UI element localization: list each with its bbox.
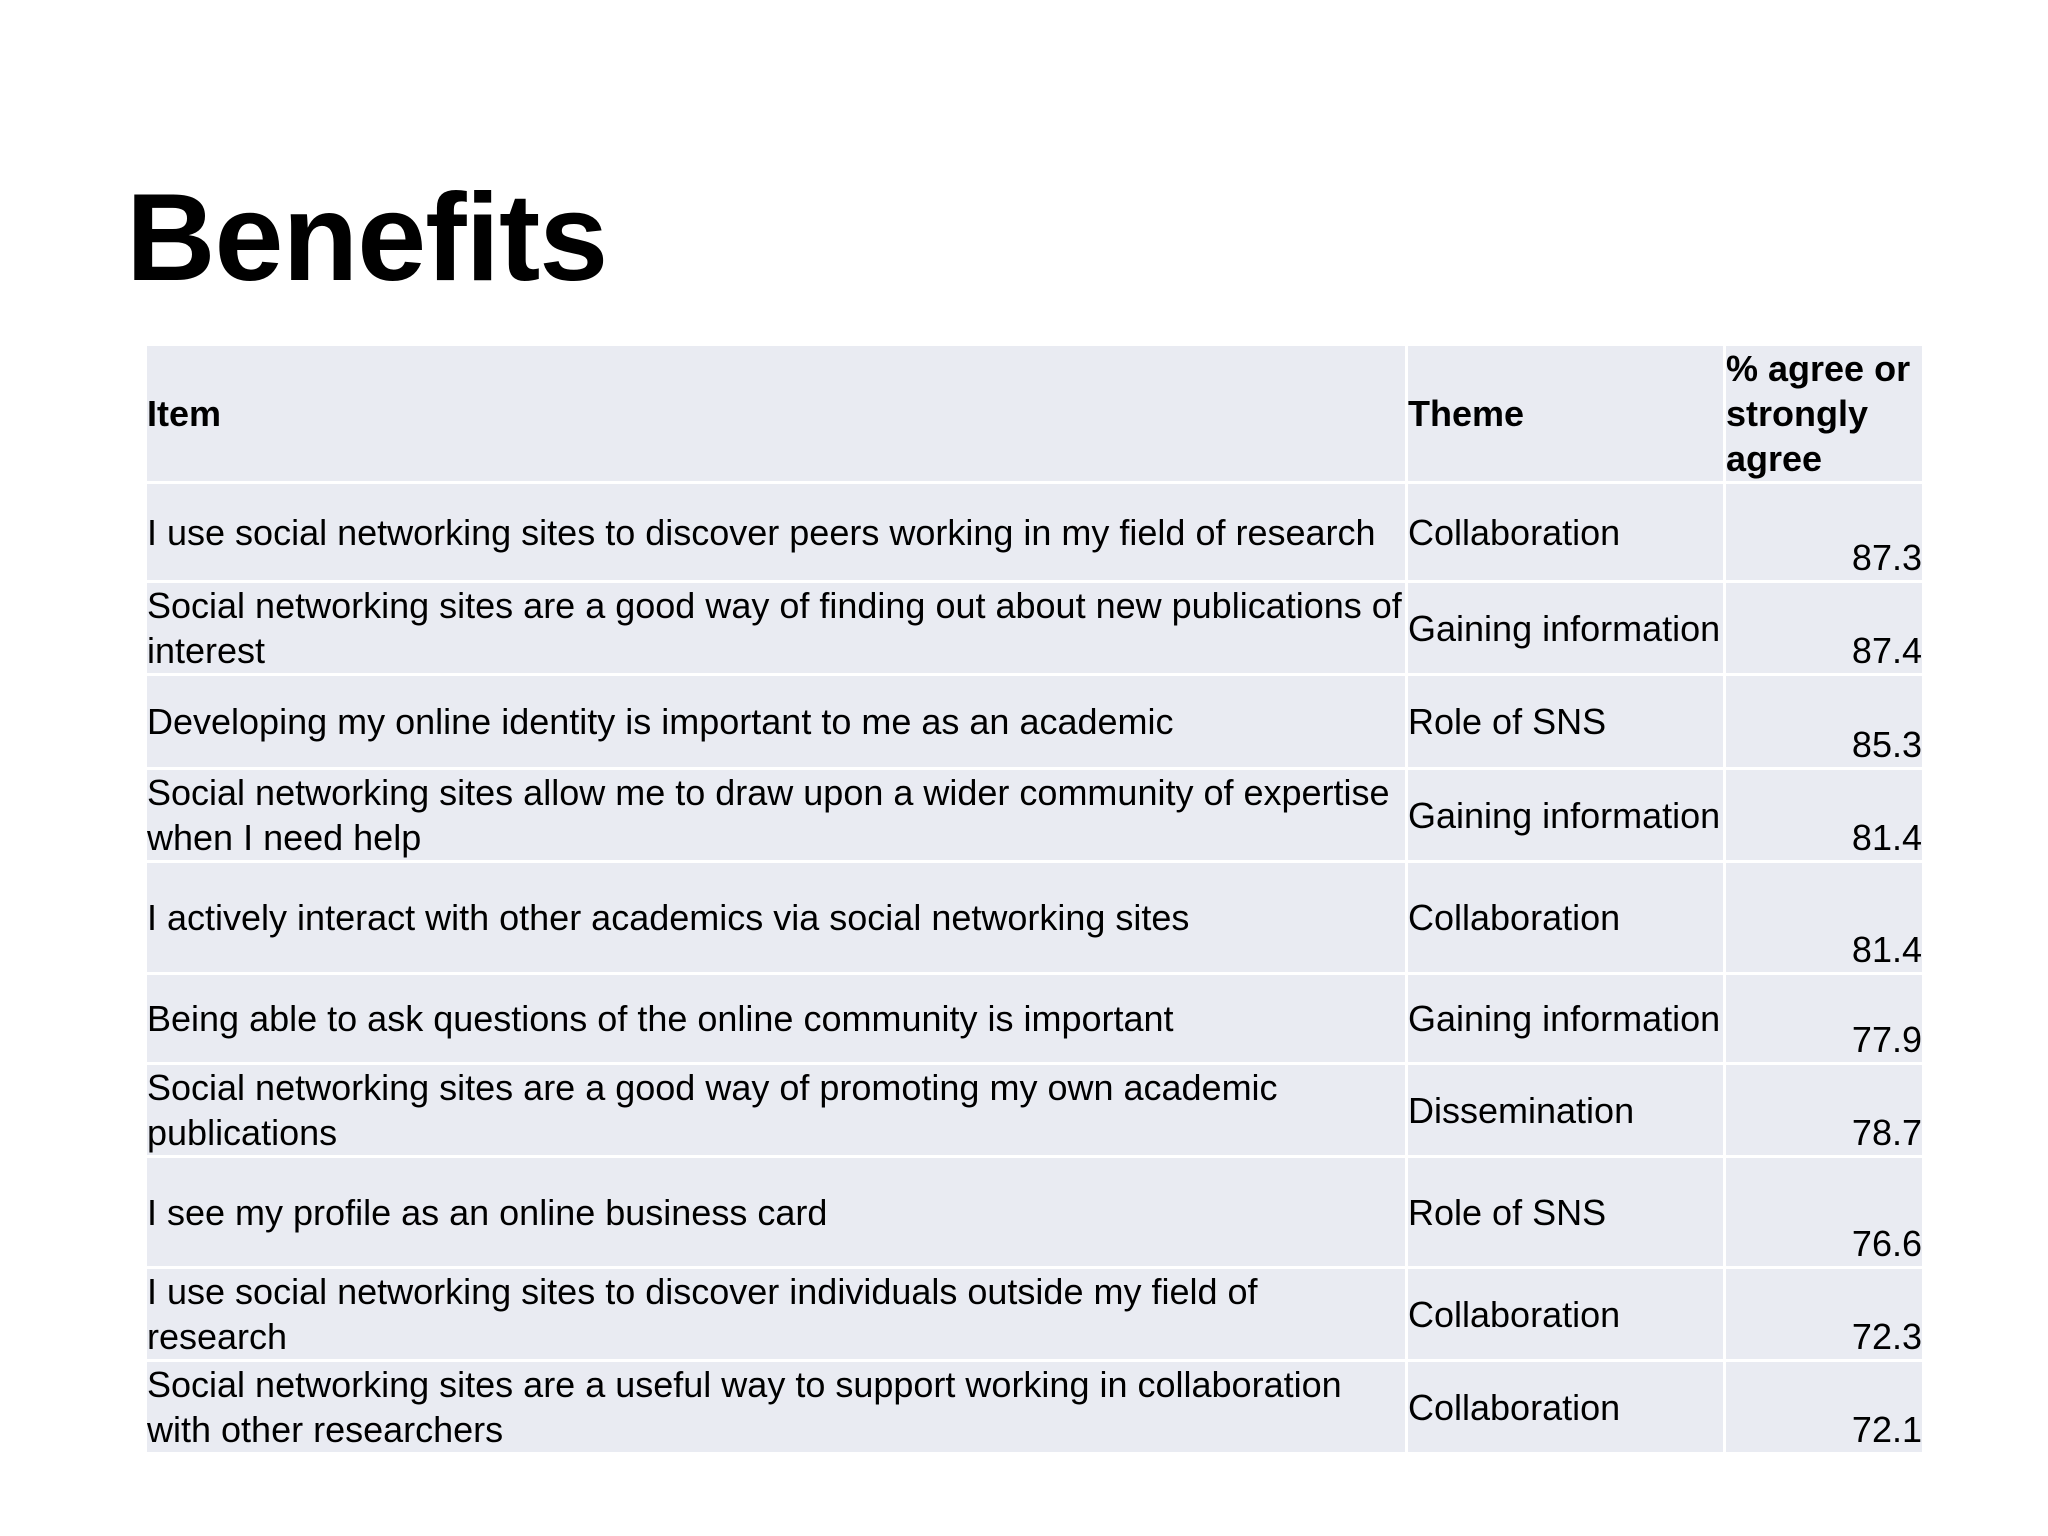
theme-cell: Dissemination: [1407, 1064, 1725, 1157]
item-cell: I actively interact with other academics via social networking sites: [146, 862, 1407, 974]
header-theme: Theme: [1407, 345, 1725, 483]
item-cell: Social networking sites allow me to draw upon a wider community of expertise when I need help: [146, 769, 1407, 862]
theme-cell: Role of SNS: [1407, 1157, 1725, 1268]
table-row: [146, 582, 1924, 675]
pct-cell: 81.4: [1725, 862, 1924, 974]
theme-cell: Gaining information: [1407, 769, 1725, 862]
page-title: Benefits: [126, 169, 608, 307]
pct-cell: 78.7: [1725, 1064, 1924, 1157]
table-row: [146, 1268, 1924, 1361]
header-pct: [1725, 345, 1924, 483]
item-cell: I see my profile as an online business card: [146, 1157, 1407, 1268]
theme-cell: Gaining information: [1407, 974, 1725, 1064]
table-row: [146, 483, 1924, 582]
pct-cell: 77.9: [1725, 974, 1924, 1064]
item-cell: Being able to ask questions of the online community is important: [146, 974, 1407, 1064]
item-cell: I use social networking sites to discover individuals outside my field of research: [146, 1268, 1407, 1361]
table-row: [146, 675, 1924, 769]
table-row: [146, 769, 1924, 862]
header-pct-label: % agree or strongly agree: [1726, 348, 1911, 479]
item-cell: I use social networking sites to discover peers working in my field of research: [146, 483, 1407, 582]
table-row: [146, 1157, 1924, 1268]
theme-cell: Collaboration: [1407, 1361, 1725, 1454]
table-row: [146, 1361, 1924, 1454]
item-cell: Social networking sites are a good way of promoting my own academic publications: [146, 1064, 1407, 1157]
table-row: [146, 974, 1924, 1064]
theme-cell: Collaboration: [1407, 483, 1725, 582]
item-cell: Social networking sites are a good way of finding out about new publications of interest: [146, 582, 1407, 675]
pct-cell: 72.1: [1725, 1361, 1924, 1454]
table-row: [146, 1064, 1924, 1157]
pct-cell: 87.3: [1725, 483, 1924, 582]
pct-cell: 87.4: [1725, 582, 1924, 675]
theme-cell: Role of SNS: [1407, 675, 1725, 769]
pct-cell: 85.3: [1725, 675, 1924, 769]
table-row: [146, 862, 1924, 974]
item-cell: Social networking sites are a useful way to support working in collaboration with other researchers: [146, 1361, 1407, 1454]
theme-cell: Gaining information: [1407, 582, 1725, 675]
pct-cell: 72.3: [1725, 1268, 1924, 1361]
theme-cell: Collaboration: [1407, 862, 1725, 974]
item-cell: Developing my online identity is important to me as an academic: [146, 675, 1407, 769]
pct-cell: 81.4: [1725, 769, 1924, 862]
table-header-row: [146, 345, 1924, 483]
pct-cell: 76.6: [1725, 1157, 1924, 1268]
theme-cell: Collaboration: [1407, 1268, 1725, 1361]
benefits-table: [144, 343, 1925, 1455]
header-item: Item: [146, 345, 1407, 483]
